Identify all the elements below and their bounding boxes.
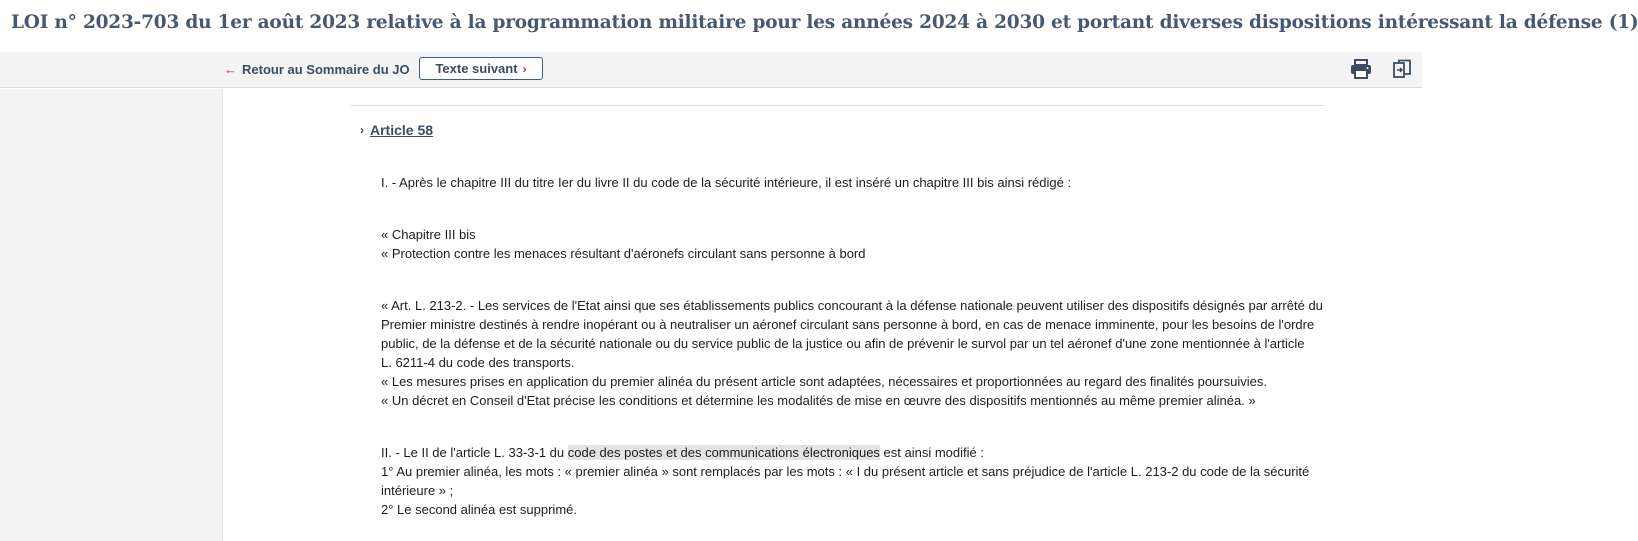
divider bbox=[351, 105, 1324, 106]
paragraph bbox=[381, 296, 1331, 410]
paragraph-line: intérieure » ; bbox=[381, 483, 454, 498]
back-link-label: Retour au Sommaire du JO bbox=[242, 61, 410, 77]
article-content bbox=[224, 89, 1422, 541]
paragraph-line: public, de la défense et de la sécurité nationale ou du service public de la justice ou afin de prévenir le survol par un tel aéronef d'une zone mentionnée à l'article bbox=[381, 336, 1305, 351]
page-title: LOI n° 2023-703 du 1er août 2023 relative à la programmation militaire pour les années 2024 à 2030 et portant diverses dispositions intéressant la défense (1) bbox=[11, 12, 1638, 33]
paragraph-line: Premier ministre destinés à rendre inopérant ou à neutraliser un aéronef circulant sans personne à bord, en cas de menace imminente, pour les besoins de l'ordre bbox=[381, 317, 1315, 332]
paragraph-line: 1° Au premier alinéa, les mots : « premier alinéa » sont remplacés par les mots : « I du présent article et sans préjudice de l'article L. 213-2 du code de la sécurité bbox=[381, 464, 1310, 479]
copy-icon[interactable] bbox=[1390, 57, 1414, 81]
left-panel bbox=[0, 89, 223, 541]
paragraph-line: « Les mesures prises en application du premier alinéa du présent article sont adaptées, nécessaires et proportionnées au regard des finalités poursuivies. bbox=[381, 374, 1267, 389]
paragraph-line: « Art. L. 213-2. - Les services de l'Etat ainsi que ses établissements publics concourant à la défense nationale peuvent utiliser des dispositifs désignés par arrêté du bbox=[381, 298, 1323, 313]
text-segment: II. - Le II de l'article L. 33-3-1 du bbox=[381, 445, 568, 460]
article-heading[interactable] bbox=[360, 122, 433, 138]
paragraph bbox=[381, 173, 1331, 192]
chevron-right-icon: › bbox=[522, 61, 527, 76]
title-bar bbox=[0, 0, 1638, 52]
paragraph bbox=[381, 443, 1331, 519]
paragraph-line: 2° Le second alinéa est supprimé. bbox=[381, 502, 577, 517]
text-segment: est ainsi modifié : bbox=[879, 445, 984, 460]
paragraph-line bbox=[381, 443, 1331, 462]
arrow-left-icon: ← bbox=[224, 61, 237, 77]
paragraph-line: « Chapitre III bis bbox=[381, 227, 476, 242]
paragraph-line: L. 6211-4 du code des transports. bbox=[381, 355, 575, 370]
paragraph-line: I. - Après le chapitre III du titre Ier du livre II du code de la sécurité intérieure, il est inséré un chapitre III bis ainsi rédigé : bbox=[381, 175, 1072, 190]
next-text-button[interactable] bbox=[419, 57, 543, 80]
paragraph bbox=[381, 225, 1331, 263]
back-to-summary-link[interactable] bbox=[224, 59, 410, 79]
article-title-link[interactable]: Article 58 bbox=[370, 122, 434, 138]
next-button-label: Texte suivant bbox=[435, 61, 518, 76]
chevron-right-icon: › bbox=[360, 123, 364, 137]
highlighted-code-link[interactable]: code des postes et des communications électroniques bbox=[567, 445, 880, 460]
paragraph-line: « Protection contre les menaces résultant d'aéronefs circulant sans personne à bord bbox=[381, 246, 866, 261]
print-icon[interactable] bbox=[1349, 57, 1373, 81]
toolbar bbox=[0, 52, 1422, 88]
paragraph-line: « Un décret en Conseil d'Etat précise les conditions et détermine les modalités de mise en œuvre des dispositifs mentionnés au même premier alinéa. » bbox=[381, 393, 1256, 408]
